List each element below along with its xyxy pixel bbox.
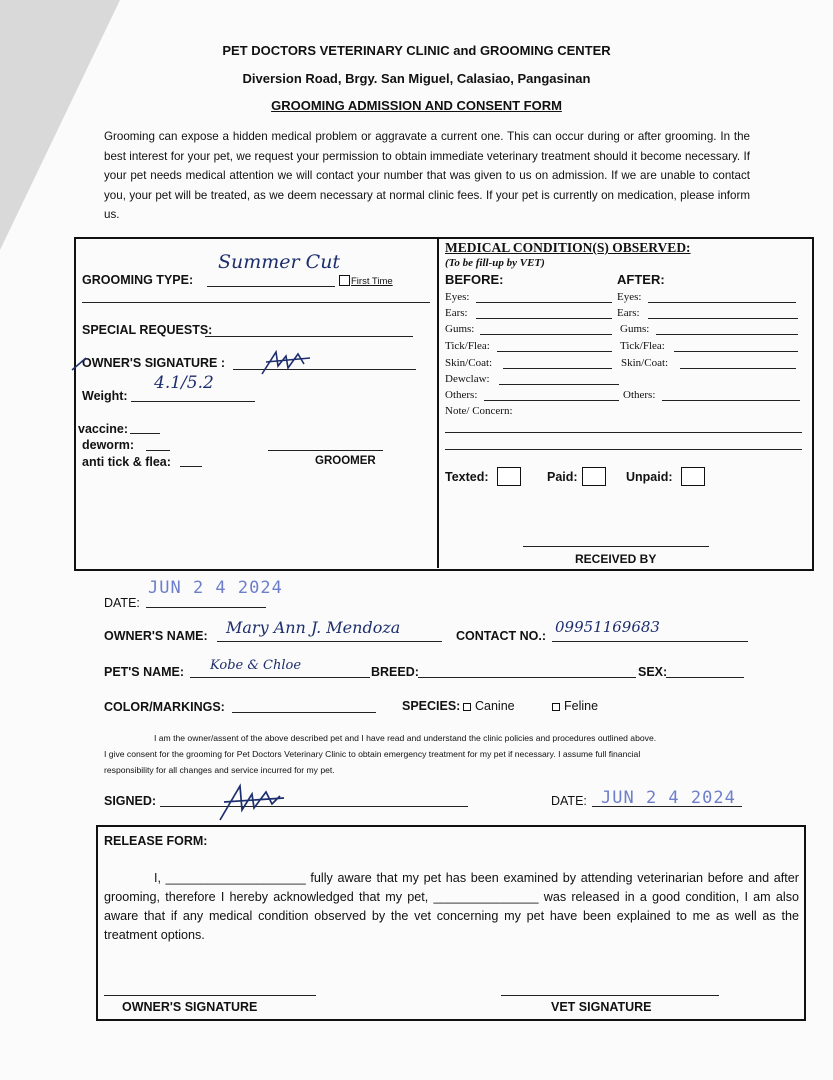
sex-line[interactable] xyxy=(666,677,744,678)
dewclaw-line[interactable] xyxy=(499,384,619,385)
deworm-line[interactable] xyxy=(146,450,170,451)
medical-subtitle: (To be fill-up by VET) xyxy=(445,257,545,269)
species-label: SPECIES: xyxy=(402,699,461,713)
pet-name-handwriting: Kobe & Chloe xyxy=(210,658,302,673)
first-time-label: First Time xyxy=(351,276,393,287)
date-stamp: JUN 2 4 2024 xyxy=(148,578,283,598)
antitick-line[interactable] xyxy=(180,466,202,467)
consent-date-stamp: JUN 2 4 2024 xyxy=(601,788,736,808)
owner-signature-scribble xyxy=(258,344,314,378)
received-by-label: RECEIVED BY xyxy=(575,552,657,566)
after-skin-label: Skin/Coat: xyxy=(621,357,669,369)
before-others-label: Others: xyxy=(445,389,478,401)
consent-date-label: DATE: xyxy=(551,794,587,808)
vet-sig-line[interactable] xyxy=(501,995,719,996)
pet-name-line[interactable] xyxy=(190,677,370,678)
pet-name-label: PET'S NAME: xyxy=(104,665,185,679)
date-line[interactable] xyxy=(146,607,266,608)
after-skin-line[interactable] xyxy=(680,368,796,369)
after-heading: AFTER: xyxy=(617,272,665,287)
unpaid-label: Unpaid: xyxy=(626,470,673,484)
before-eyes-label: Eyes: xyxy=(445,291,470,303)
owner-signature-label: OWNER'S SIGNATURE : xyxy=(82,356,226,370)
canine-label: Canine xyxy=(475,699,515,713)
unpaid-checkbox[interactable] xyxy=(681,467,705,486)
deworm-label: deworm: xyxy=(82,438,135,452)
before-tick-label: Tick/Flea: xyxy=(445,340,490,352)
after-ears-line[interactable] xyxy=(648,318,798,319)
breed-label: BREED: xyxy=(371,665,419,679)
texted-label: Texted: xyxy=(445,470,489,484)
grooming-type-handwriting: Summer Cut xyxy=(218,251,341,273)
after-tick-line[interactable] xyxy=(674,351,798,352)
sex-label: SEX: xyxy=(638,665,668,679)
box-divider xyxy=(437,238,439,568)
weight-line[interactable] xyxy=(131,401,255,402)
after-eyes-label: Eyes: xyxy=(617,291,642,303)
paid-label: Paid: xyxy=(547,470,578,484)
after-others-label: Others: xyxy=(623,389,656,401)
signed-line[interactable] xyxy=(160,806,468,807)
owner-name-label: OWNER'S NAME: xyxy=(104,629,208,643)
clinic-name: PET DOCTORS VETERINARY CLINIC and GROOMING CENTER xyxy=(222,43,611,58)
note-label: Note/ Concern: xyxy=(445,405,513,417)
admission-box xyxy=(74,237,814,571)
signed-scribble xyxy=(214,780,290,824)
first-time-checkbox[interactable] xyxy=(339,275,350,286)
weight-label: Weight: xyxy=(82,389,128,403)
after-others-line[interactable] xyxy=(662,400,800,401)
signed-label: SIGNED: xyxy=(104,794,157,808)
clinic-address: Diversion Road, Brgy. San Miguel, Calasiao, Pangasinan xyxy=(242,71,591,86)
before-skin-line[interactable] xyxy=(503,368,612,369)
vaccine-label: vaccine: xyxy=(78,422,129,436)
after-eyes-line[interactable] xyxy=(648,302,796,303)
grooming-extra-line[interactable] xyxy=(82,302,430,303)
consent-line-2: I give consent for the grooming for Pet Doctors Veterinary Clinic to obtain emergency treatment for my pet if necessary. I assume full financial xyxy=(104,749,641,759)
grooming-type-line[interactable] xyxy=(207,286,335,287)
contact-label: CONTACT NO.: xyxy=(456,629,547,643)
contact-handwriting: 09951169683 xyxy=(555,618,660,636)
tick-mark-icon xyxy=(70,354,90,374)
owner-sig-line[interactable] xyxy=(104,995,316,996)
before-ears-label: Ears: xyxy=(445,307,468,319)
vaccine-line[interactable] xyxy=(130,433,160,434)
before-skin-label: Skin/Coat: xyxy=(445,357,493,369)
dewclaw-label: Dewclaw: xyxy=(445,373,490,385)
before-ears-line[interactable] xyxy=(476,318,612,319)
color-line[interactable] xyxy=(232,712,376,713)
special-requests-label: SPECIAL REQUESTS: xyxy=(82,323,213,337)
note-line-2[interactable] xyxy=(445,449,802,450)
owner-sig-label: OWNER'S SIGNATURE xyxy=(122,1000,258,1014)
note-line-1[interactable] xyxy=(445,432,802,433)
owner-name-line[interactable] xyxy=(217,641,442,642)
intro-paragraph: Grooming can expose a hidden medical problem or aggravate a current one. This can occur during or after grooming. In the best interest for your pet, we request your permission to obtain immediate veterinary treatment should it become necessary. If your pet needs medical attention we will contact your number that was given to us on admission. If we are unable to contact you, your pet will be treated, as we deem necessary at normal clinic fees. If your pet is currently on medication, please inform us. xyxy=(104,130,750,221)
before-gums-label: Gums: xyxy=(445,323,475,335)
antitick-label: anti tick & flea: xyxy=(82,455,171,469)
feline-label: Feline xyxy=(564,699,599,713)
special-requests-line[interactable] xyxy=(205,336,413,337)
form-title: GROOMING ADMISSION AND CONSENT FORM xyxy=(271,98,562,113)
after-gums-label: Gums: xyxy=(620,323,650,335)
breed-line[interactable] xyxy=(418,677,636,678)
before-others-line[interactable] xyxy=(484,400,619,401)
date-label: DATE: xyxy=(104,596,140,610)
groomer-line[interactable] xyxy=(268,450,383,451)
groomer-label: GROOMER xyxy=(315,455,376,467)
vet-sig-label: VET SIGNATURE xyxy=(551,1000,652,1014)
before-heading: BEFORE: xyxy=(445,272,504,287)
after-gums-line[interactable] xyxy=(656,334,798,335)
paid-checkbox[interactable] xyxy=(582,467,606,486)
before-tick-line[interactable] xyxy=(497,351,612,352)
texted-checkbox[interactable] xyxy=(497,467,521,486)
consent-line-3: responsibility for all changes and service incurred for my pet. xyxy=(104,765,335,775)
received-by-line[interactable] xyxy=(523,546,709,547)
release-title: RELEASE FORM: xyxy=(104,834,208,848)
before-gums-line[interactable] xyxy=(480,334,612,335)
owner-name-handwriting: Mary Ann J. Mendoza xyxy=(226,618,401,637)
grooming-type-label: GROOMING TYPE: xyxy=(82,273,194,287)
medical-title: MEDICAL CONDITION(S) OBSERVED: xyxy=(445,240,691,255)
after-tick-label: Tick/Flea: xyxy=(620,340,665,352)
canine-checkbox[interactable] xyxy=(463,703,471,711)
consent-line-1: I am the owner/assent of the above described pet and I have read and understand the clinic policies and procedures outlined above. xyxy=(154,733,657,743)
color-label: COLOR/MARKINGS: xyxy=(104,700,225,714)
contact-line[interactable] xyxy=(552,641,748,642)
weight-handwriting: 4.1/5.2 xyxy=(154,373,214,393)
folded-corner xyxy=(0,0,120,250)
release-body: I, ____________________ fully aware that my pet has been examined by attending veterinarian before and after grooming, therefore I hereby acknowledged that my pet, _______________ was released in a good condition, I am also aware that if any medical condition observed by the vet concerning my pet have been explained to me as well as the treatment options. xyxy=(104,871,799,942)
after-ears-label: Ears: xyxy=(617,307,640,319)
before-eyes-line[interactable] xyxy=(476,302,612,303)
feline-checkbox[interactable] xyxy=(552,703,560,711)
